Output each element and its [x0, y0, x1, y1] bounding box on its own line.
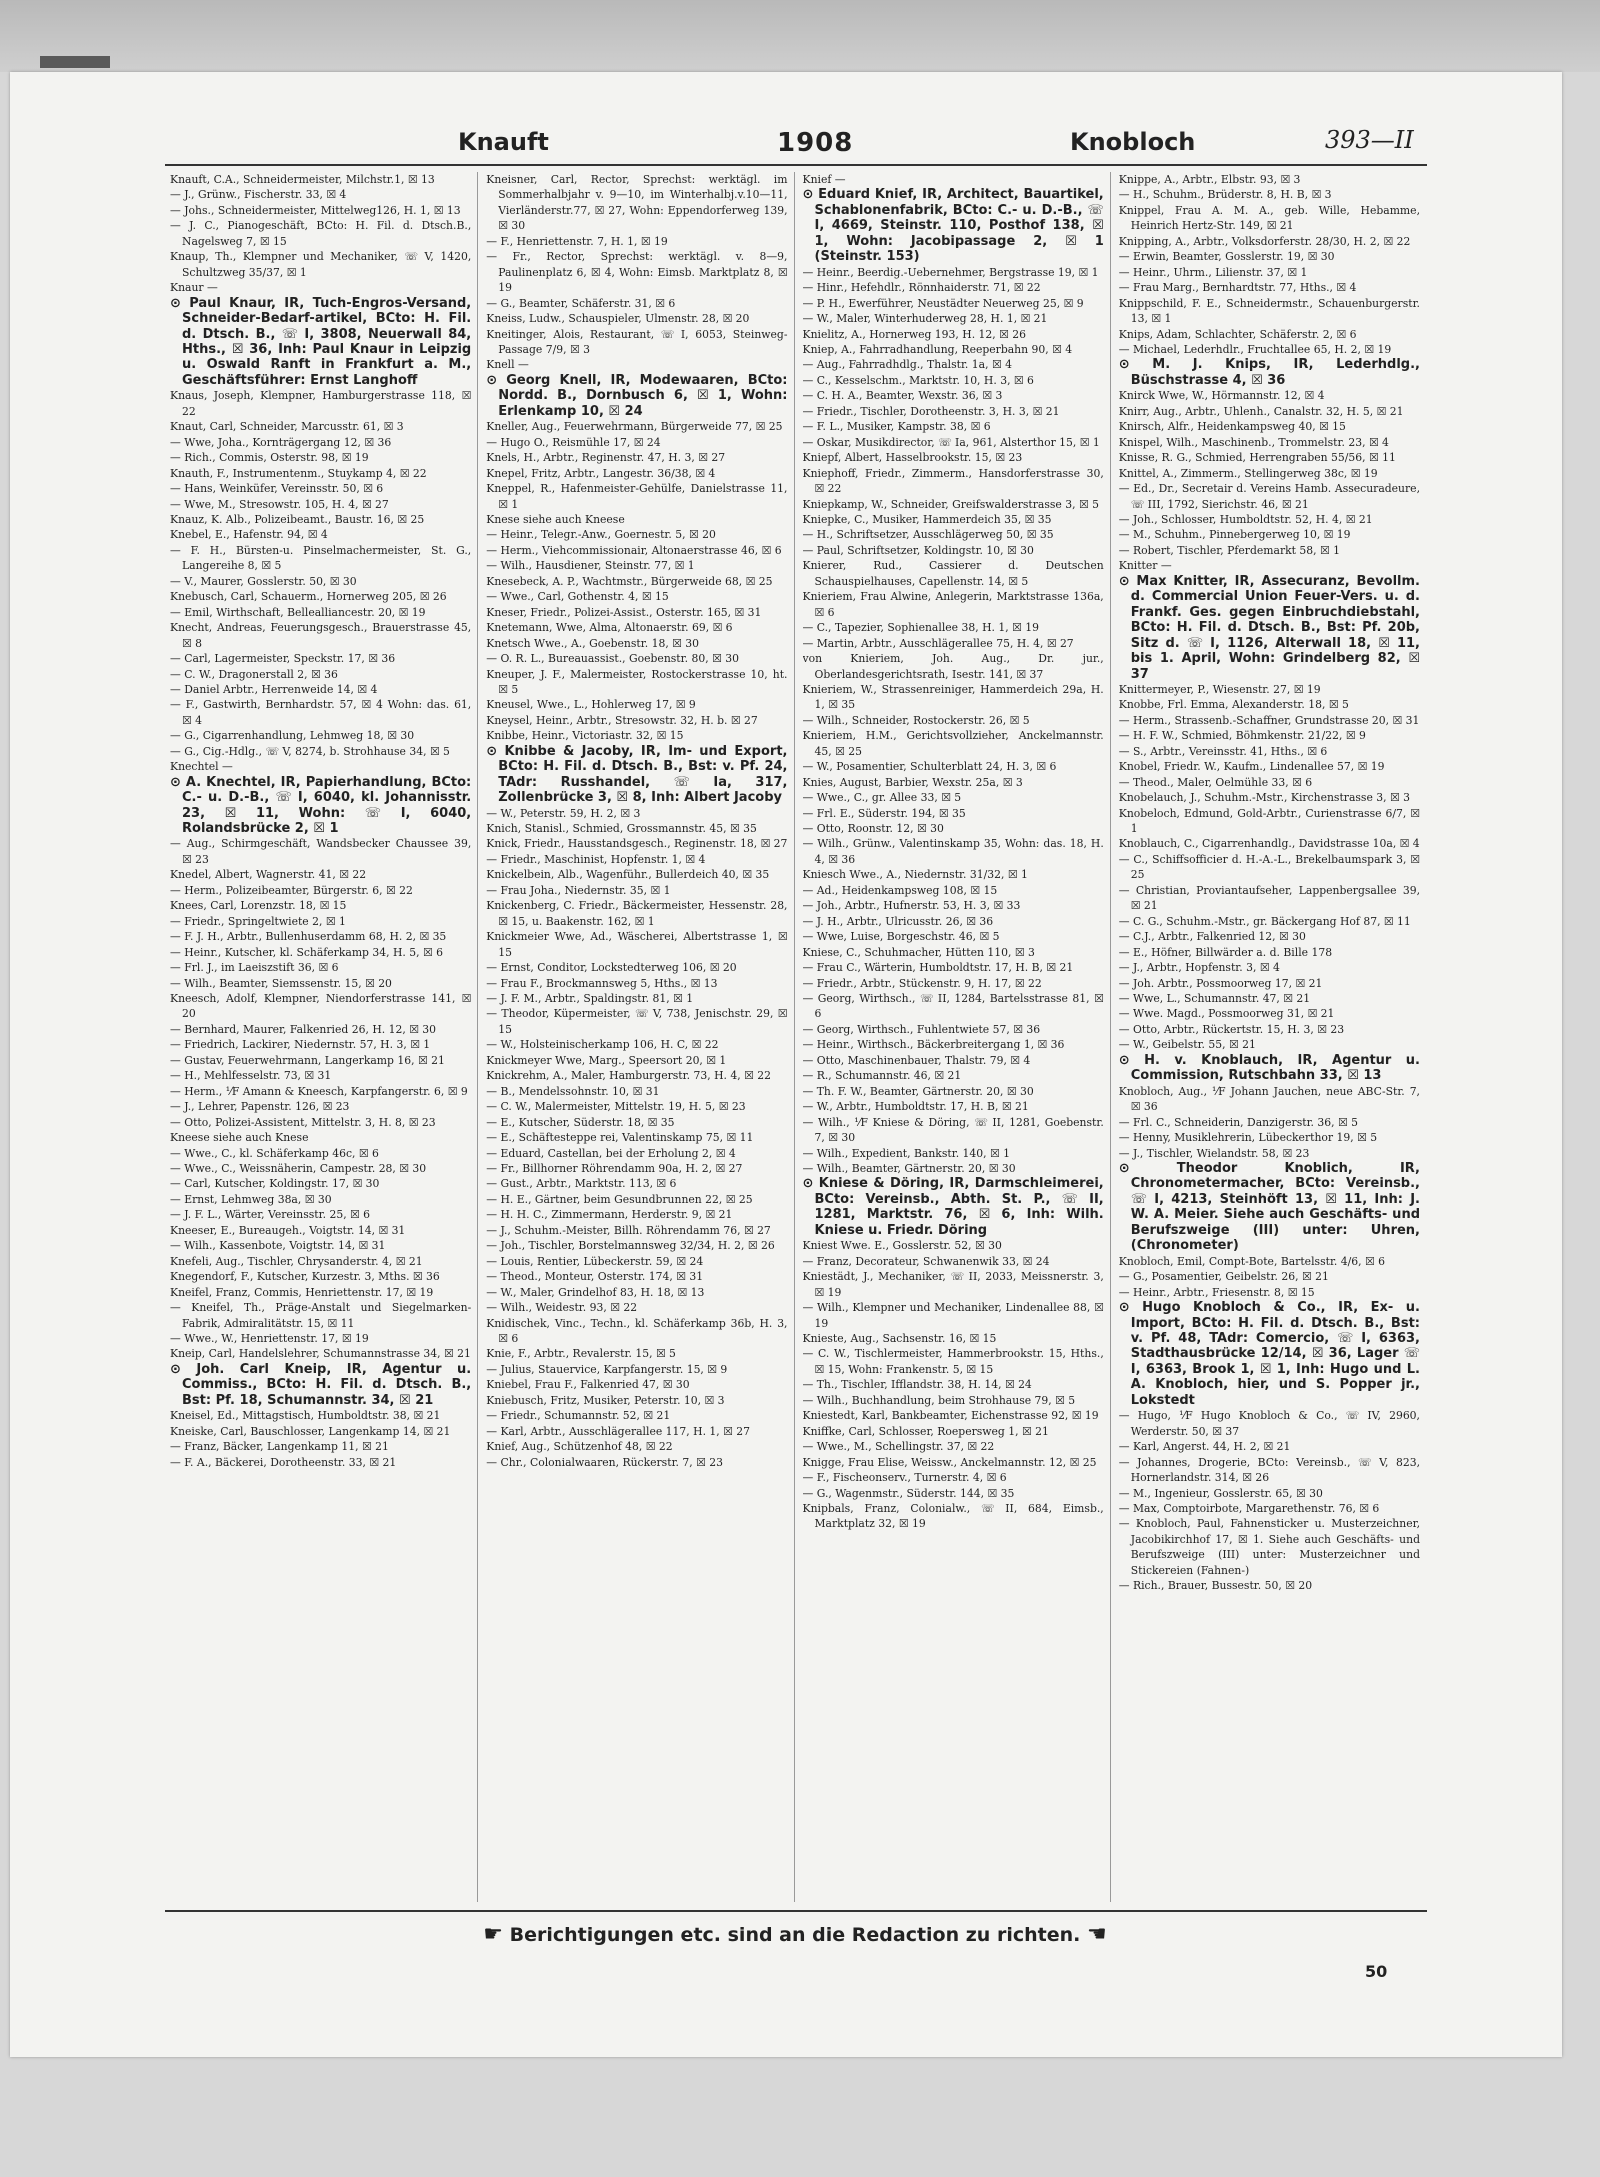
directory-entry: — F. A., Bäckerei, Dorotheenstr. 33, ☒ 21 — [170, 1455, 397, 1469]
directory-entry: — Georg, Wirthsch., Fuhlentwiete 57, ☒ 36 — [802, 1022, 1041, 1036]
directory-entry: Knauft, C.A., Schneidermeister, Milchstr.1, ☒ 13 — [170, 173, 435, 186]
directory-entry: — Paul, Schriftsetzer, Koldingstr. 10, ☒ 30 — [802, 543, 1034, 557]
scan-border — [0, 0, 1600, 72]
directory-entry: — Wilh., Beamter, Siemssenstr. 15, ☒ 20 — [170, 976, 392, 990]
directory-entry: — Eduard, Castellan, bei der Erholung 2, ☒ 4 — [486, 1146, 736, 1160]
directory-entry: — Kneifel, Th., Präge-Anstalt und Siegelmarken-Fabrik, Admiralitätstr. 15, ☒ 11 — [170, 1301, 472, 1330]
directory-entry: ⊙ Paul Knaur, IR, Tuch-Engros-Versand, Schneider-Bedarf-artikel, BCto: H. Fil. d. Dtsch. B., ☏ I, 3808, Neuerwall 84, Hths., ☒ 36, Inh: Paul Knaur in Leipzig u. Oswald Ranft in Frankfurt a. M., Geschäftsführer: Ernst Langhoff — [170, 295, 472, 388]
directory-entry: Kneusel, Wwe., L., Hohlerweg 17, ☒ 9 — [486, 698, 696, 712]
directory-entry: — Ernst, Lehmweg 38a, ☒ 30 — [170, 1192, 332, 1206]
directory-entry: — Carl, Kutscher, Koldingstr. 17, ☒ 30 — [170, 1177, 380, 1191]
directory-entry: — Franz, Decorateur, Schwanenwik 33, ☒ 24 — [802, 1254, 1050, 1268]
directory-entry: — C. W., Dragonerstall 2, ☒ 36 — [170, 667, 338, 681]
directory-entry: — Frl. C., Schneiderin, Danzigerstr. 36, ☒ 5 — [1118, 1115, 1358, 1129]
directory-entry: — Louis, Rentier, Lübeckerstr. 59, ☒ 24 — [486, 1254, 704, 1268]
directory-entry: — E., Schäftesteppe rei, Valentinskamp 75, ☒ 11 — [486, 1131, 754, 1145]
directory-entry: — J., Tischler, Wielandstr. 58, ☒ 23 — [1118, 1146, 1310, 1160]
directory-entry: Knetsch Wwe., A., Goebenstr. 18, ☒ 30 — [486, 636, 700, 650]
directory-entry: Knick, Friedr., Hausstandsgesch., Reginenstr. 18, ☒ 27 — [486, 837, 788, 851]
directory-entry: Knobloch, Aug., ⅟F Johann Jauchen, neue ABC-Str. 7, ☒ 36 — [1118, 1084, 1420, 1114]
directory-entry: — Wilh., Schneider, Rostockerstr. 26, ☒ 5 — [802, 713, 1030, 727]
directory-entry: — H. H. C., Zimmermann, Herderstr. 9, ☒ 21 — [486, 1208, 733, 1222]
directory-entry: von Knieriem, Joh. Aug., Dr. jur., Oberlandesgerichtsrath, Isestr. 141, ☒ 37 — [802, 652, 1104, 681]
directory-entry: — Theod., Monteur, Osterstr. 174, ☒ 31 — [486, 1270, 704, 1284]
directory-entry: — G., Beamter, Schäferstr. 31, ☒ 6 — [486, 296, 676, 310]
directory-entry: — Gustav, Feuerwehrmann, Langerkamp 16, ☒ 21 — [170, 1053, 445, 1067]
directory-entry: — Michael, Lederhdlr., Fruchtallee 65, H. 2, ☒ 19 — [1118, 342, 1392, 356]
directory-entry: — B., Mendelssohnstr. 10, ☒ 31 — [486, 1084, 660, 1098]
directory-entry: Knickelbein, Alb., Wagenführ., Bullerdeich 40, ☒ 35 — [486, 868, 770, 882]
directory-entry: ⊙ Eduard Knief, IR, Architect, Bauartikel, Schablonenfabrik, BCto: C.- u. D.-B., ☏ I, 4669, Steinstr. 110, Posthof 138, ☒ 1, Wohn: Jacobipassage 2, ☒ 1 (Steinstr. 153) — [802, 187, 1104, 265]
directory-entry: — M., Ingenieur, Gosslerstr. 65, ☒ 30 — [1118, 1486, 1323, 1500]
directory-entry: — G., Cig.-Hdlg., ☏ V, 8274, b. Strohhause 34, ☒ 5 — [170, 744, 450, 758]
directory-entry: — J. C., Pianogeschäft, BCto: H. Fil. d. Dtsch.B., Nagelsweg 7, ☒ 15 — [170, 219, 472, 248]
directory-entry: — C., Kesselschm., Marktstr. 10, H. 3, ☒ 6 — [802, 373, 1034, 387]
directory-entry: — Frau F., Brockmannsweg 5, Hths., ☒ 13 — [486, 976, 718, 990]
directory-entry: — Hugo O., Reismühle 17, ☒ 24 — [486, 435, 661, 449]
directory-entry: — Wwe, M., Stresowstr. 105, H. 4, ☒ 27 — [170, 497, 389, 511]
column-3 — [803, 172, 1111, 1902]
directory-entry: — O. R. L., Bureauassist., Goebenstr. 80, ☒ 30 — [486, 652, 739, 666]
directory-entry: ⊙ Knibbe & Jacoby, IR, Im- und Export, BCto: H. Fil. d. Dtsch. B., Bst: v. Pf. 24, TAdr: Russhandel, ☏ Ia, 317, Zollenbrücke 3, ☒ 8, Inh: Albert Jacoby — [486, 743, 788, 806]
directory-entry: Kniesch Wwe., A., Niedernstr. 31/32, ☒ 1 — [802, 868, 1028, 882]
directory-entry: — Otto, Maschinenbauer, Thalstr. 79, ☒ 4 — [802, 1053, 1031, 1067]
directory-entry: — Heinr., Uhrm., Lilienstr. 37, ☒ 1 — [1118, 265, 1308, 279]
directory-entry: Knittermeyer, P., Wiesenstr. 27, ☒ 19 — [1118, 682, 1321, 696]
directory-entry: — G., Posamentier, Geibelstr. 26, ☒ 21 — [1118, 1270, 1329, 1284]
directory-entry: — Gust., Arbtr., Marktstr. 113, ☒ 6 — [486, 1177, 677, 1191]
directory-entry: ⊙ Theodor Knoblich, IR, Chronometermacher, BCto: Vereinsb., ☏ I, 4213, Steinhöft 13, ☒ 11, Inh: J. W. A. Meier. Siehe auch Geschäfts- und Berufszweige (III) unter: Uhren, (Chronometer) — [1118, 1161, 1420, 1254]
directory-entry: Kniep, A., Fahrradhandlung, Reeperbahn 90, ☒ 4 — [802, 342, 1073, 356]
directory-entry: — Hugo, ⅟F Hugo Knobloch & Co., ☏ IV, 2960, Werderstr. 50, ☒ 37 — [1118, 1409, 1420, 1438]
directory-entry: — J., Schuhm.-Meister, Billh. Röhrendamm 76, ☒ 27 — [486, 1223, 771, 1237]
directory-entry: — Wwe., Carl, Gothenstr. 4, ☒ 15 — [486, 590, 669, 604]
directory-entry: — F. L., Musiker, Kampstr. 38, ☒ 6 — [802, 420, 991, 434]
directory-entry: — W., Holsteinischerkamp 106, H. C, ☒ 22 — [486, 1038, 719, 1052]
directory-entry: Knaut, Carl, Schneider, Marcusstr. 61, ☒ 3 — [170, 420, 404, 434]
column-2 — [486, 172, 794, 1902]
header-rule — [165, 164, 1427, 166]
directory-entry: Knidischek, Vinc., Techn., kl. Schäferkamp 36b, H. 3, ☒ 6 — [486, 1316, 788, 1345]
directory-entry: Knipping, A., Arbtr., Volksdorferstr. 28/30, H. 2, ☒ 22 — [1118, 234, 1411, 248]
directory-entry: Knobloch, Emil, Compt-Bote, Bartelsstr. 4/6, ☒ 6 — [1118, 1254, 1386, 1268]
footer-rule — [165, 1910, 1427, 1912]
directory-entry: — W., Geibelstr. 55, ☒ 21 — [1118, 1038, 1256, 1052]
directory-entry: Kniese, C., Schuhmacher, Hütten 110, ☒ 3 — [802, 945, 1035, 959]
directory-entry: — W., Posamentier, Schulterblatt 24, H. 3, ☒ 6 — [802, 760, 1057, 774]
directory-entry: — Otto, Arbtr., Rückertstr. 15, H. 3, ☒ 23 — [1118, 1022, 1345, 1036]
directory-entry: — Julius, Stauervice, Karpfangerstr. 15, ☒ 9 — [486, 1362, 728, 1376]
directory-entry: Knauz, K. Alb., Polizeibeamt., Baustr. 16, ☒ 25 — [170, 512, 425, 526]
directory-entry: — Chr., Colonialwaaren, Rückerstr. 7, ☒ 23 — [486, 1455, 723, 1469]
directory-entry: — Emil, Wirthschaft, Bellealliancestr. 20, ☒ 19 — [170, 605, 426, 619]
directory-entry: Knierer, Rud., Cassierer d. Deutschen Schauspielhauses, Capellenstr. 14, ☒ 5 — [802, 559, 1104, 588]
directory-entry: — Otto, Polizei-Assistent, Mittelstr. 3, H. 8, ☒ 23 — [170, 1115, 436, 1129]
directory-entry: — C.J., Arbtr., Falkenried 12, ☒ 30 — [1118, 930, 1306, 944]
directory-entry: Knips, Adam, Schlachter, Schäferstr. 2, ☒ 6 — [1118, 327, 1357, 341]
directory-entry: — C. H. A., Beamter, Wexstr. 36, ☒ 3 — [802, 389, 1003, 403]
directory-entry: Knell — — [486, 358, 529, 372]
pointing-hand-left-icon: ☛ — [483, 1922, 504, 1947]
directory-entry: Kneip, Carl, Handelslehrer, Schumannstrasse 34, ☒ 21 — [170, 1347, 471, 1361]
directory-entry: — Frau Joha., Niedernstr. 35, ☒ 1 — [486, 883, 671, 897]
directory-entry: — H., Schuhm., Brüderstr. 8, H. B, ☒ 3 — [1118, 188, 1332, 202]
directory-entry: — Wwe, Luise, Borgeschstr. 46, ☒ 5 — [802, 930, 1000, 944]
directory-entry: Knechtel — — [170, 760, 233, 774]
directory-entry: Knieste, Aug., Sachsenstr. 16, ☒ 15 — [802, 1331, 997, 1345]
directory-entry: — M., Schuhm., Pinnebergerweg 10, ☒ 19 — [1118, 528, 1351, 542]
directory-entry: — Christian, Proviantaufseher, Lappenbergsallee 39, ☒ 21 — [1118, 883, 1420, 913]
directory-entry: Kneifel, Franz, Commis, Henriettenstr. 17, ☒ 19 — [170, 1285, 434, 1299]
directory-entry: Kneiss, Ludw., Schauspieler, Ulmenstr. 28, ☒ 20 — [486, 312, 750, 326]
directory-entry: Kneysel, Heinr., Arbtr., Stresowstr. 32, H. b. ☒ 27 — [486, 713, 758, 727]
directory-entry: Knesebeck, A. P., Wachtmstr., Bürgerweide 68, ☒ 25 — [486, 574, 773, 588]
directory-entry: — F. H., Bürsten-u. Pinselmachermeister, St. G., Langereihe 8, ☒ 5 — [170, 543, 472, 573]
directory-entry: — Hinr., Hefehdlr., Rönnhaiderstr. 71, ☒ 22 — [802, 281, 1041, 295]
directory-entry: — R., Schumannstr. 46, ☒ 21 — [802, 1069, 962, 1083]
directory-entry: — Herm., Polizeibeamter, Bürgerstr. 6, ☒ 22 — [170, 883, 413, 897]
directory-entry: — Heinr., Wirthsch., Bäckerbreitergang 1, ☒ 36 — [802, 1038, 1065, 1052]
directory-entry: Kneller, Aug., Feuerwehrmann, Bürgerweide 77, ☒ 25 — [486, 420, 783, 434]
directory-entry: Knees, Carl, Lorenzstr. 18, ☒ 15 — [170, 899, 347, 913]
directory-entry: — Robert, Tischler, Pferdemarkt 58, ☒ 1 — [1118, 543, 1340, 557]
directory-entry: — Theod., Maler, Oelmühle 33, ☒ 6 — [1118, 775, 1313, 789]
directory-entry: Knegendorf, F., Kutscher, Kurzestr. 3, Mths. ☒ 36 — [170, 1270, 440, 1284]
directory-entry: — H. E., Gärtner, beim Gesundbrunnen 22, ☒ 25 — [486, 1192, 753, 1206]
directory-entry: — Friedrich, Lackirer, Niedernstr. 57, H. 3, ☒ 1 — [170, 1038, 431, 1052]
directory-entry: — Friedr., Springeltwiete 2, ☒ 1 — [170, 914, 346, 928]
directory-entry: — Friedr., Tischler, Dorotheenstr. 3, H. 3, ☒ 21 — [802, 404, 1060, 418]
directory-entry: — P. H., Ewerführer, Neustädter Neuerweg 25, ☒ 9 — [802, 296, 1084, 310]
directory-entry: Kniephoff, Friedr., Zimmerm., Hansdorferstrasse 30, ☒ 22 — [802, 466, 1104, 496]
directory-entry: — Wwe, L., Schumannstr. 47, ☒ 21 — [1118, 992, 1311, 1006]
directory-entry: Kneisel, Ed., Mittagstisch, Humboldtstr. 38, ☒ 21 — [170, 1409, 441, 1423]
directory-entry: — Ernst, Conditor, Lockstedterweg 106, ☒ 20 — [486, 961, 737, 975]
directory-entry: ⊙ Georg Knell, IR, Modewaaren, BCto: Nordd. B., Dornbusch 6, ☒ 1, Wohn: Erlenkamp 10, ☒ 24 — [486, 372, 788, 419]
directory-entry: Knickmeyer Wwe, Marg., Speersort 20, ☒ 1 — [486, 1053, 727, 1067]
directory-entry: — C., Schiffsofficier d. H.-A.-L., Brekelbaumspark 3, ☒ 25 — [1118, 852, 1420, 882]
directory-entry: — Wilh., Kassenbote, Voigtstr. 14, ☒ 31 — [170, 1239, 386, 1253]
directory-entry: Kniepke, C., Musiker, Hammerdeich 35, ☒ 35 — [802, 512, 1052, 526]
directory-entry: — Rich., Commis, Osterstr. 98, ☒ 19 — [170, 451, 369, 465]
directory-entry: — Knobloch, Paul, Fahnensticker u. Musterzeichner, Jacobikirchhof 17, ☒ 1. Siehe auch Geschäfts- und Berufszweige (III) unter: Musterzeichner und Stickereien (Fahnen-) — [1118, 1517, 1420, 1577]
page-number: 50 — [1365, 1962, 1388, 1981]
directory-entry: Knebusch, Carl, Schauerm., Hornerweg 205, ☒ 26 — [170, 590, 447, 604]
directory-entry: Knirr, Aug., Arbtr., Uhlenh., Canalstr. 32, H. 5, ☒ 21 — [1118, 404, 1404, 418]
directory-entry: — Heinr., Telegr.-Anw., Goernestr. 5, ☒ 20 — [486, 528, 716, 542]
directory-entry: — Joh. Arbtr., Possmoorweg 17, ☒ 21 — [1118, 976, 1323, 990]
directory-entry: — Rich., Brauer, Bussestr. 50, ☒ 20 — [1118, 1579, 1313, 1593]
directory-entry: Knaup, Th., Klempner und Mechaniker, ☏ V, 1420, Schultzweg 35/37, ☒ 1 — [170, 250, 472, 279]
directory-entry: — Heinr., Beerdig.-Uebernehmer, Bergstrasse 19, ☒ 1 — [802, 265, 1099, 279]
directory-entry: Knecht, Andreas, Feuerungsgesch., Brauerstrasse 45, ☒ 8 — [170, 621, 472, 650]
directory-entry: — W., Maler, Grindelhof 83, H. 18, ☒ 13 — [486, 1285, 705, 1299]
directory-entry: — Henny, Musiklehrerin, Lübeckerthor 19, ☒ 5 — [1118, 1131, 1378, 1145]
directory-entry: Knickenberg, C. Friedr., Bäckermeister, Hessenstr. 28, ☒ 15, u. Baakenstr. 162, ☒ 1 — [486, 899, 788, 928]
directory-entry: — Hans, Weinküfer, Vereinsstr. 50, ☒ 6 — [170, 482, 384, 496]
directory-entry: — C., Tapezier, Sophienallee 38, H. 1, ☒ 19 — [802, 621, 1039, 635]
directory-entry: — Frau C., Wärterin, Humboldtstr. 17, H. B, ☒ 21 — [802, 961, 1074, 975]
footer-notice-text: Berichtigungen etc. sind an die Redaction zu richten. — [509, 1924, 1081, 1946]
directory-entry: Knobelauch, J., Schuhm.-Mstr., Kirchenstrasse 3, ☒ 3 — [1118, 791, 1411, 805]
directory-entry: Knobbe, Frl. Emma, Alexanderstr. 18, ☒ 5 — [1118, 698, 1349, 712]
directory-entry: — Wilh., Buchhandlung, beim Strohhause 79, ☒ 5 — [802, 1393, 1076, 1407]
directory-entry: — Herm., Strassenb.-Schaffner, Grundstrasse 20, ☒ 31 — [1118, 713, 1420, 727]
pointing-hand-right-icon: ☚ — [1086, 1922, 1107, 1947]
directory-entry: Kneisner, Carl, Rector, Sprechst: werktägl. im Sommerhalbjahr v. 9—10, im Winterhalbj.v.10—11, Vierländerstr.77, ☒ 27, Wohn: Eppendorferweg 139, ☒ 30 — [486, 173, 788, 233]
directory-entry: Knibbe, Heinr., Victoriastr. 32, ☒ 15 — [486, 729, 684, 743]
directory-entry: — Herm., Viehcommissionair, Altonaerstrasse 46, ☒ 6 — [486, 543, 782, 557]
directory-entry: — Th., Tischler, Ifflandstr. 38, H. 14, ☒ 24 — [802, 1378, 1032, 1392]
directory-entry: — F., Gastwirth, Bernhardstr. 57, ☒ 4 Wohn: das. 61, ☒ 4 — [170, 698, 472, 727]
directory-entry: — J. F. L., Wärter, Vereinsstr. 25, ☒ 6 — [170, 1208, 371, 1222]
directory-entry: — Martin, Arbtr., Ausschlägerallee 75, H. 4, ☒ 27 — [802, 636, 1074, 650]
directory-entry: — Carl, Lagermeister, Speckstr. 17, ☒ 36 — [170, 652, 396, 666]
directory-entry: — Oskar, Musikdirector, ☏ Ia, 961, Alsterthor 15, ☒ 1 — [802, 435, 1100, 449]
directory-entry: Knobeloch, Edmund, Gold-Arbtr., Curienstrasse 6/7, ☒ 1 — [1118, 806, 1420, 836]
scan-tab-mark — [40, 56, 110, 68]
directory-entry: ⊙ Hugo Knobloch & Co., IR, Ex- u. Import, BCto: H. Fil. d. Dtsch. B., Bst: v. Pf. 48, TAdr: Comercio, ☏ I, 6363, Stadthausbrücke 12/14, ☒ 36, Lager ☏ I, 6363, Brook 1, ☒ 1, Inh: Hugo und L. A. Knobloch, hier, und S. Popper jr., Lokstedt — [1118, 1300, 1420, 1408]
directory-entry: — Johs., Schneidermeister, Mittelweg126, H. 1, ☒ 13 — [170, 203, 461, 217]
directory-entry: — Georg, Wirthsch., ☏ II, 1284, Bartelsstrasse 81, ☒ 6 — [802, 992, 1104, 1021]
directory-entry: Knaur — — [170, 281, 218, 295]
directory-entry: Kneeser, E., Bureaugeh., Voigtstr. 14, ☒ 31 — [170, 1223, 406, 1237]
directory-entry: — H., Schriftsetzer, Ausschlägerweg 50, ☒ 35 — [802, 528, 1054, 542]
directory-entry: ⊙ Joh. Carl Kneip, IR, Agentur u. Commiss., BCto: H. Fil. d. Dtsch. B., Bst: Pf. 18, Schumannstr. 34, ☒ 21 — [170, 1361, 472, 1408]
directory-entry: — Bernhard, Maurer, Falkenried 26, H. 12, ☒ 30 — [170, 1022, 437, 1036]
directory-entry: — C. G., Schuhm.-Mstr., gr. Bäckergang Hof 87, ☒ 11 — [1118, 914, 1411, 928]
directory-entry: Knickrehm, A., Maler, Hamburgerstr. 73, H. 4, ☒ 22 — [486, 1069, 771, 1083]
directory-entry: Knippel, Frau A. M. A., geb. Wille, Hebamme, Heinrich Hertz-Str. 149, ☒ 21 — [1118, 203, 1420, 233]
directory-entry: Kneiske, Carl, Bauschlosser, Langenkamp 14, ☒ 21 — [170, 1424, 451, 1438]
directory-entry: ⊙ Max Knitter, IR, Assecuranz, Bevollm. d. Commercial Union Feuer-Vers. u. d. Frankf. Ges. gegen Einbruchdiebstahl, BCto: H. Fil. d. Dtsch. B., Bst: Pf. 20b, Sitz d. ☏ I, 1126, Alterwall 18, ☒ 11, bis 1. April, Wohn: Grindelberg 82, ☒ 37 — [1118, 573, 1420, 682]
directory-entry: Knobel, Friedr. W., Kaufm., Lindenallee 57, ☒ 19 — [1118, 760, 1385, 774]
directory-entry: Knippe, A., Arbtr., Elbstr. 93, ☒ 3 — [1118, 173, 1301, 186]
directory-entry: Knedel, Albert, Wagnerstr. 41, ☒ 22 — [170, 868, 367, 882]
directory-entry: Knief — — [802, 173, 846, 186]
directory-entry: Knefeli, Aug., Tischler, Chrysanderstr. 4, ☒ 21 — [170, 1254, 423, 1268]
directory-entry: — Aug., Schirmgeschäft, Wandsbecker Chaussee 39, ☒ 23 — [170, 837, 472, 866]
header-left-name: Knauft — [458, 128, 549, 156]
directory-entry: — Ad., Heidenkampsweg 108, ☒ 15 — [802, 883, 998, 897]
directory-entry: — J., Lehrer, Papenstr. 126, ☒ 23 — [170, 1100, 350, 1114]
directory-entry: Kniepkamp, W., Schneider, Greifswalderstrasse 3, ☒ 5 — [802, 497, 1099, 511]
directory-entry: — Joh., Schlosser, Humboldtstr. 52, H. 4, ☒ 21 — [1118, 512, 1373, 526]
directory-entry: — H., Mehlfesselstr. 73, ☒ 31 — [170, 1069, 332, 1083]
directory-entry: Kniebusch, Fritz, Musiker, Peterstr. 10, ☒ 3 — [486, 1393, 725, 1407]
directory-entry: Knauth, F., Instrumentenm., Stuykamp 4, ☒ 22 — [170, 466, 427, 480]
directory-entry: — Theodor, Küpermeister, ☏ V, 738, Jenischstr. 29, ☒ 15 — [486, 1007, 788, 1036]
directory-entry: — Wilh., Weidestr. 93, ☒ 22 — [486, 1301, 638, 1315]
directory-entry: — Friedr., Arbtr., Stückenstr. 9, H. 17, ☒ 22 — [802, 976, 1042, 990]
directory-entry: ⊙ M. J. Knips, IR, Lederhdlg., Büschstrasse 4, ☒ 36 — [1118, 357, 1420, 388]
directory-entry: — Wwe., M., Schellingstr. 37, ☒ 22 — [802, 1440, 995, 1454]
directory-entry: — C. W., Tischlermeister, Hammerbrookstr. 15, Hths., ☒ 15, Wohn: Frankenstr. 5, ☒ 15 — [802, 1347, 1104, 1376]
directory-entry: Knittel, A., Zimmerm., Stellingerweg 38c, ☒ 19 — [1118, 466, 1378, 480]
directory-entry: Knielitz, A., Hornerweg 193, H. 12, ☒ 26 — [802, 327, 1027, 341]
directory-entry: Knitter — — [1118, 559, 1172, 573]
directory-entry: Kniest Wwe. E., Gosslerstr. 52, ☒ 30 — [802, 1239, 1002, 1253]
directory-entry: Knirck Wwe, W., Hörmannstr. 12, ☒ 4 — [1118, 389, 1325, 403]
directory-entry: Kneese siehe auch Knese — [170, 1131, 309, 1145]
directory-entry: Knief, Aug., Schützenhof 48, ☒ 22 — [486, 1440, 673, 1454]
header-year: 1908 — [777, 128, 854, 158]
directory-entry: Kniestedt, Karl, Bankbeamter, Eichenstrasse 92, ☒ 19 — [802, 1409, 1099, 1423]
directory-entry: Knels, H., Arbtr., Reginenstr. 47, H. 3, ☒ 27 — [486, 451, 726, 465]
directory-entry: Knipbals, Franz, Colonialw., ☏ II, 684, Eimsb., Marktplatz 32, ☒ 19 — [802, 1501, 1104, 1531]
directory-entry: — Frl. E., Süderstr. 194, ☒ 35 — [802, 806, 966, 820]
directory-entry: — Ed., Dr., Secretair d. Vereins Hamb. Assecuradeure, ☏ III, 1792, Sierichstr. 46, ☒ 21 — [1118, 482, 1420, 511]
directory-entry: — Wwe., C., Weissnäherin, Campestr. 28, ☒ 30 — [170, 1162, 427, 1175]
directory-entry: Kneitinger, Alois, Restaurant, ☏ I, 6053, Steinweg-Passage 7/9, ☒ 3 — [486, 327, 788, 356]
directory-entry: — W., Maler, Winterhuderweg 28, H. 1, ☒ 21 — [802, 312, 1048, 326]
directory-entry: — Frl. J., im Laeiszstift 36, ☒ 6 — [170, 961, 339, 975]
directory-entry: Knieriem, H.M., Gerichtsvollzieher, Anckelmannstr. 45, ☒ 25 — [802, 729, 1104, 758]
directory-entry: Kniestädt, J., Mechaniker, ☏ II, 2033, Meissnerstr. 3, ☒ 19 — [802, 1270, 1104, 1299]
directory-entry: — Wwe. Magd., Possmoorweg 31, ☒ 21 — [1118, 1007, 1335, 1021]
directory-entry: Kniffke, Carl, Schlosser, Roepersweg 1, ☒ 21 — [802, 1424, 1049, 1438]
directory-entry: — Aug., Fahrradhdlg., Thalstr. 1a, ☒ 4 — [802, 358, 1012, 372]
directory-entry: — E., Kutscher, Süderstr. 18, ☒ 35 — [486, 1115, 675, 1129]
directory-entry: Knigge, Frau Elise, Weissw., Anckelmannstr. 12, ☒ 25 — [802, 1455, 1097, 1469]
directory-entry: — J. H., Arbtr., Ulricusstr. 26, ☒ 36 — [802, 914, 994, 928]
directory-entry: Knepel, Fritz, Arbtr., Langestr. 36/38, ☒ 4 — [486, 466, 716, 480]
directory-entry: — Karl, Arbtr., Ausschlägerallee 117, H. 1, ☒ 27 — [486, 1424, 751, 1438]
directory-entry: — Wwe., C., kl. Schäferkamp 46c, ☒ 6 — [170, 1146, 379, 1160]
directory-entry: — Wilh., Klempner und Mechaniker, Lindenallee 88, ☒ 19 — [802, 1301, 1104, 1330]
directory-entry: Kniebel, Frau F., Falkenried 47, ☒ 30 — [486, 1378, 690, 1392]
directory-entry: — E., Höfner, Billwärder a. d. Bille 178 — [1118, 945, 1333, 959]
directory-entry: — Wilh., Expedient, Bankstr. 140, ☒ 1 — [802, 1146, 1011, 1160]
directory-entry: — F. J. H., Arbtr., Bullenhuserdamm 68, H. 2, ☒ 35 — [170, 930, 447, 944]
column-4 — [1119, 172, 1426, 1902]
directory-entry: — J., Grünw., Fischerstr. 33, ☒ 4 — [170, 188, 347, 202]
directory-entry: Kneser, Friedr., Polizei-Assist., Osterstr. 165, ☒ 31 — [486, 605, 762, 619]
directory-entry: Knese siehe auch Kneese — [486, 512, 625, 526]
directory-entry: — W., Arbtr., Humboldtstr. 17, H. B, ☒ 21 — [802, 1100, 1029, 1114]
directory-entry: — Heinr., Kutscher, kl. Schäferkamp 34, H. 5, ☒ 6 — [170, 945, 444, 959]
directory-entry: Knoblauch, C., Cigarrenhandlg., Davidstrasse 10a, ☒ 4 — [1118, 837, 1420, 851]
directory-entry: Knickmeier Wwe, Ad., Wäscherei, Albertstrasse 1, ☒ 15 — [486, 930, 788, 959]
directory-entry: Knetemann, Wwe, Alma, Altonaerstr. 69, ☒ 6 — [486, 621, 733, 635]
directory-entry: — G., Wagenmstr., Süderstr. 144, ☒ 35 — [802, 1486, 1015, 1500]
directory-entry: — Wilh., Hausdiener, Steinstr. 77, ☒ 1 — [486, 559, 695, 573]
directory-entry: — Herm., ⅟F Amann & Kneesch, Karpfangerstr. 6, ☒ 9 — [170, 1084, 468, 1098]
directory-entry: — Friedr., Schumannstr. 52, ☒ 21 — [486, 1409, 671, 1423]
directory-entry: Knieriem, W., Strassenreiniger, Hammerdeich 29a, H. 1, ☒ 35 — [802, 682, 1104, 712]
header-right-name: Knobloch — [1070, 128, 1196, 156]
directory-entry: — Max, Comptoirbote, Margarethenstr. 76, ☒ 6 — [1118, 1501, 1380, 1515]
directory-entry: — Wilh., Grünw., Valentinskamp 35, Wohn: das. 18, H. 4, ☒ 36 — [802, 837, 1104, 866]
directory-entry: — F., Fischeonserv., Turnerstr. 4, ☒ 6 — [802, 1471, 1007, 1485]
directory-entry: — G., Cigarrenhandlung, Lehmweg 18, ☒ 30 — [170, 729, 415, 743]
directory-entry: Knisse, R. G., Schmied, Herrengraben 55/56, ☒ 11 — [1118, 451, 1396, 465]
directory-entry: Knispel, Wilh., Maschinenb., Trommelstr. 23, ☒ 4 — [1118, 435, 1389, 449]
directory-entry: Knaus, Joseph, Klempner, Hamburgerstrasse 118, ☒ 22 — [170, 389, 472, 418]
directory-entry: — Wwe, Joha., Kornträgergang 12, ☒ 36 — [170, 435, 392, 449]
directory-entry: — Karl, Angerst. 44, H. 2, ☒ 21 — [1118, 1440, 1291, 1454]
directory-entry: — Friedr., Maschinist, Hopfenstr. 1, ☒ 4 — [486, 852, 706, 866]
directory-entry: — Heinr., Arbtr., Friesenstr. 8, ☒ 15 — [1118, 1285, 1315, 1299]
directory-entry: — J., Arbtr., Hopfenstr. 3, ☒ 4 — [1118, 961, 1280, 975]
directory-entry: — J. F. M., Arbtr., Spaldingstr. 81, ☒ 1 — [486, 992, 694, 1006]
directory-entry: — V., Maurer, Gosslerstr. 50, ☒ 30 — [170, 574, 357, 588]
directory-columns — [170, 172, 1426, 1902]
directory-entry: ⊙ H. v. Knoblauch, IR, Agentur u. Commission, Rutschbahn 33, ☒ 13 — [1118, 1052, 1420, 1084]
directory-entry: — F., Henriettenstr. 7, H. 1, ☒ 19 — [486, 234, 668, 248]
directory-entry: Kneuper, J. F., Malermeister, Rostockerstrasse 10, ht. ☒ 5 — [486, 667, 788, 696]
directory-entry: Knie, F., Arbtr., Revalerstr. 15, ☒ 5 — [486, 1347, 676, 1361]
directory-entry: — Th. F. W., Beamter, Gärtnerstr. 20, ☒ 30 — [802, 1084, 1034, 1098]
directory-entry: Kniepf, Albert, Hasselbrookstr. 15, ☒ 23 — [802, 451, 1023, 465]
directory-entry: — Otto, Roonstr. 12, ☒ 30 — [802, 822, 944, 836]
directory-entry: Kneppel, R., Hafenmeister-Gehülfe, Danielstrasse 11, ☒ 1 — [486, 482, 788, 511]
directory-entry: Knirsch, Alfr., Heidenkampsweg 40, ☒ 15 — [1118, 420, 1346, 434]
directory-entry: — Wwe., C., gr. Allee 33, ☒ 5 — [802, 791, 962, 805]
directory-entry: — Erwin, Beamter, Gosslerstr. 19, ☒ 30 — [1118, 250, 1335, 264]
directory-entry: Knich, Stanisl., Schmied, Grossmannstr. 45, ☒ 35 — [486, 822, 757, 836]
header-page-ref: 393—II — [1325, 126, 1414, 154]
directory-entry: — Daniel Arbtr., Herrenweide 14, ☒ 4 — [170, 682, 378, 696]
directory-entry: — C. W., Malermeister, Mittelstr. 19, H. 5, ☒ 23 — [486, 1100, 746, 1114]
directory-entry: — Johannes, Drogerie, BCto: Vereinsb., ☏ V, 823, Hornerlandstr. 314, ☒ 26 — [1118, 1455, 1420, 1485]
directory-entry: — H. F. W., Schmied, Böhmkenstr. 21/22, ☒ 9 — [1118, 729, 1366, 743]
directory-page — [10, 72, 1562, 2057]
directory-entry: — S., Arbtr., Vereinsstr. 41, Hths., ☒ 6 — [1118, 744, 1328, 758]
directory-entry: — Joh., Tischler, Borstelmannsweg 32/34, H. 2, ☒ 26 — [486, 1239, 775, 1253]
directory-entry: — Wilh., ⅟F Kniese & Döring, ☏ II, 1281, Goebenstr. 7, ☒ 30 — [802, 1115, 1104, 1145]
directory-entry: — W., Peterstr. 59, H. 2, ☒ 3 — [486, 806, 641, 820]
footer-notice — [160, 1922, 1430, 1947]
running-header — [165, 120, 1415, 160]
directory-entry: — Wilh., Beamter, Gärtnerstr. 20, ☒ 30 — [802, 1162, 1016, 1175]
directory-entry: — Frau Marg., Bernhardtstr. 77, Hths., ☒ 4 — [1118, 281, 1357, 295]
column-1 — [170, 172, 478, 1902]
directory-entry: Knies, August, Barbier, Wexstr. 25a, ☒ 3 — [802, 775, 1023, 789]
directory-entry: — Joh., Arbtr., Hufnerstr. 53, H. 3, ☒ 33 — [802, 899, 1021, 913]
directory-entry: — Franz, Bäcker, Langenkamp 11, ☒ 21 — [170, 1440, 389, 1454]
directory-entry: — Fr., Rector, Sprechst: werktägl. v. 8—9, Paulinenplatz 6, ☒ 4, Wohn: Eimsb. Marktplatz 8, ☒ 19 — [486, 250, 788, 295]
directory-entry: Kneesch, Adolf, Klempner, Niendorferstrasse 141, ☒ 20 — [170, 992, 472, 1021]
directory-entry: ⊙ A. Knechtel, IR, Papierhandlung, BCto: C.- u. D.-B., ☏ I, 6040, kl. Johannisstr. 23, ☒ 11, Wohn: ☏ I, 6040, Rolandsbrücke 2, ☒ 1 — [170, 774, 472, 837]
directory-entry: Knebel, E., Hafenstr. 94, ☒ 4 — [170, 528, 328, 542]
directory-entry: — Wwe., W., Henriettenstr. 17, ☒ 19 — [170, 1331, 369, 1345]
directory-entry: Knieriem, Frau Alwine, Anlegerin, Marktstrasse 136a, ☒ 6 — [802, 590, 1104, 619]
directory-entry: ⊙ Kniese & Döring, IR, Darmschleimerei, BCto: Vereinsb., Abth. St. P., ☏ II, 1281, Marktstr. 76, ☒ 6, Inh: Wilh. Kniese u. Friedr. Döring — [802, 1176, 1104, 1238]
directory-entry: Knippschild, F. E., Schneidermstr., Schauenburgerstr. 13, ☒ 1 — [1118, 296, 1420, 326]
directory-entry: — Fr., Billhorner Röhrendamm 90a, H. 2, ☒ 27 — [486, 1162, 743, 1175]
